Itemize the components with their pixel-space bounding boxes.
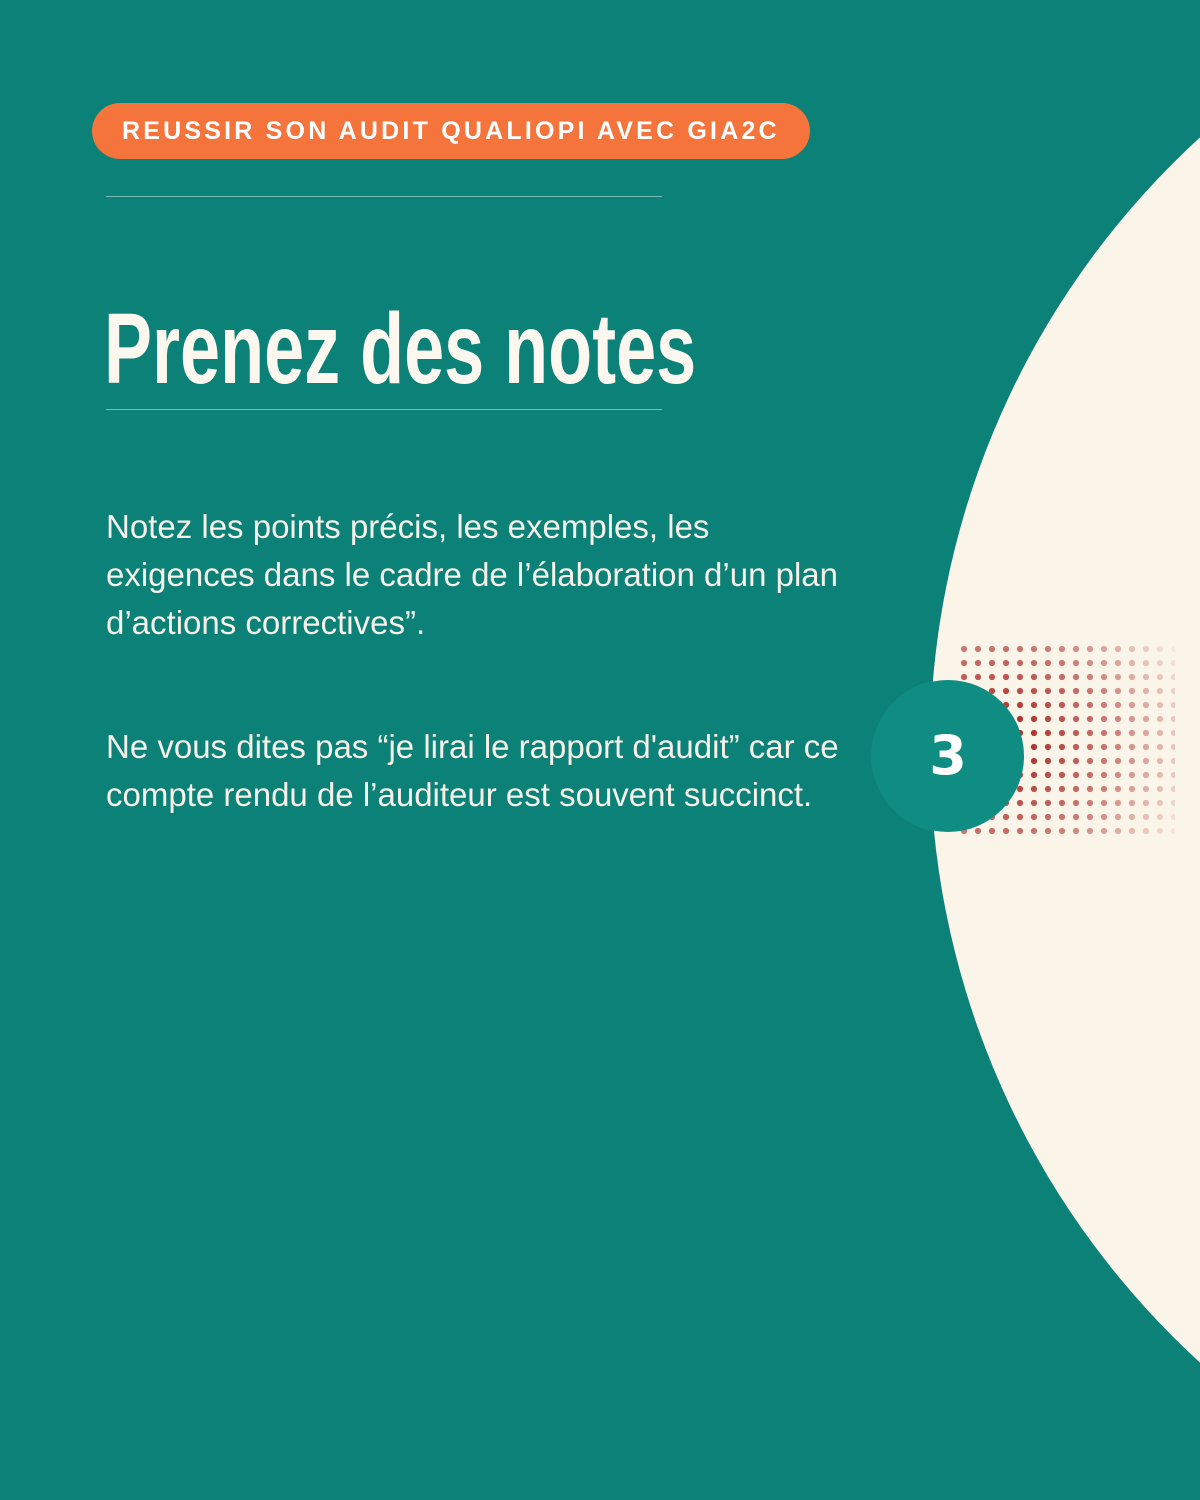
divider-top <box>106 196 662 197</box>
step-number: 3 <box>929 724 967 787</box>
eyebrow-pill <box>92 103 810 159</box>
body-paragraph-1: Notez les points précis, les exemples, les exigences dans le cadre de l’élaboration d’un plan d’actions correctives”. <box>106 508 839 641</box>
eyebrow-label: REUSSIR SON AUDIT QUALIOPI AVEC GIA2C <box>122 116 780 145</box>
body-paragraph-2: Ne vous dites pas “je lirai le rapport d'audit” car ce compte rendu de l’auditeur est souvent succinct. <box>106 728 839 813</box>
page-title: Prenez des notes <box>104 293 697 405</box>
divider-bottom <box>106 409 662 410</box>
